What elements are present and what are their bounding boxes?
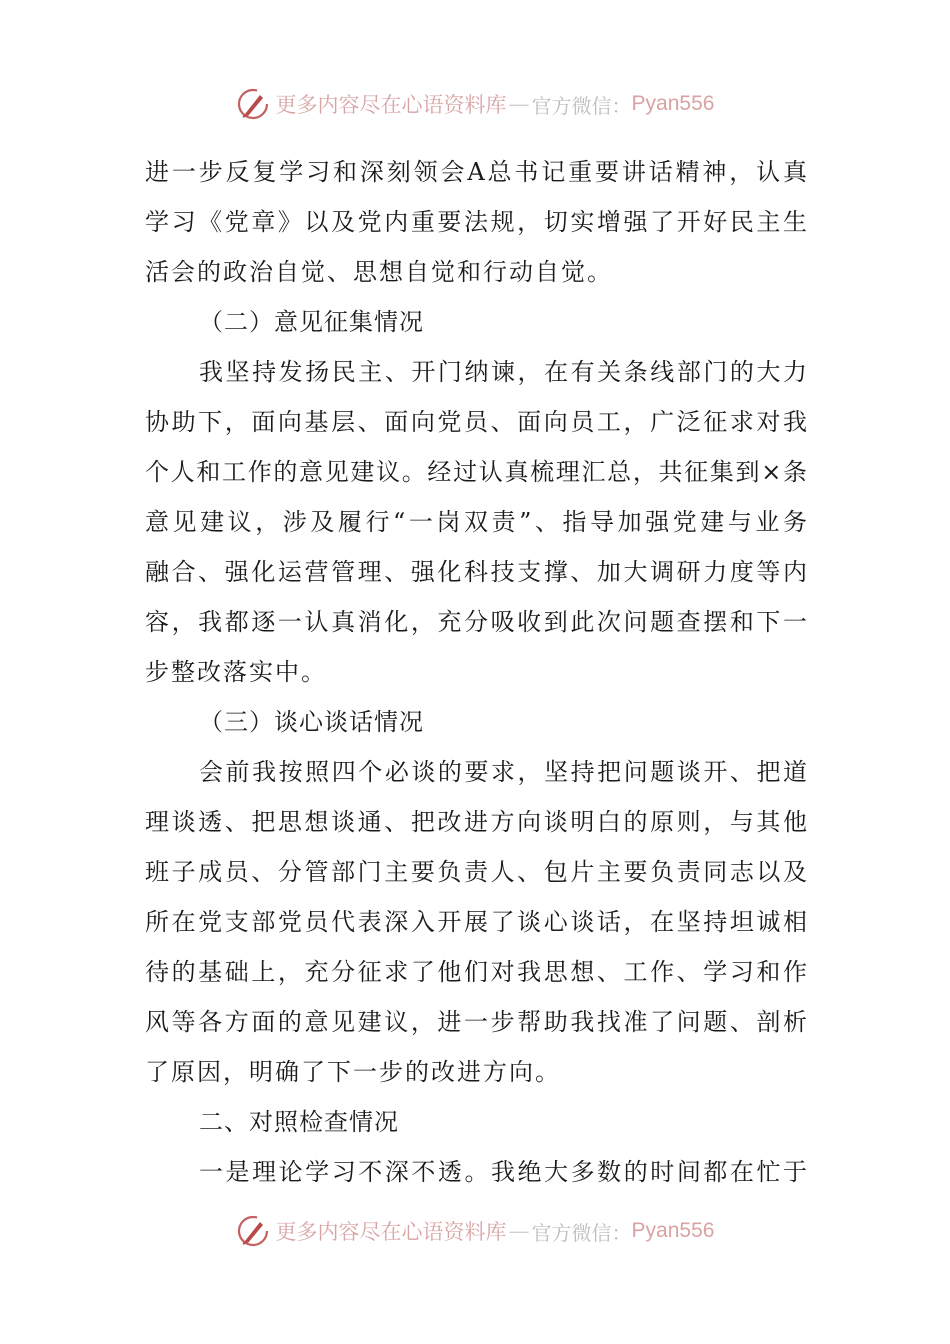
watermark-account-id: Pyan556 <box>631 92 715 115</box>
body-line: 意见建议，涉及履行“一岗双责”、指导加强党建与业务 <box>145 508 807 536</box>
body-line: 所在党支部党员代表深入开展了谈心谈话，在坚持坦诚相 <box>145 908 807 936</box>
body-line: 理谈透、把思想谈通、把改进方向谈明白的原则，与其他 <box>145 808 807 836</box>
body-line: 待的基础上，充分征求了他们对我思想、工作、学习和作 <box>145 958 807 986</box>
body-line: 活会的政治自觉、思想自觉和行动自觉。 <box>145 258 613 286</box>
watermark-separator: — <box>508 1219 530 1243</box>
body-line: 容，我都逐一认真消化，充分吸收到此次问题查摆和下一 <box>145 608 807 636</box>
watermark-official-label: 官方微信： <box>531 1220 632 1245</box>
watermark-account-id: Pyan556 <box>631 1219 715 1242</box>
watermark-official-label: 官方微信： <box>531 93 632 118</box>
body-line: 个人和工作的意见建议。经过认真梳理汇总，共征集到×条 <box>145 458 807 486</box>
section-heading-heart-to-heart: （三）谈心谈话情况 <box>199 708 424 736</box>
footer-watermark <box>0 1211 950 1251</box>
body-line: 一是理论学习不深不透。我绝大多数的时间都在忙于 <box>199 1158 807 1186</box>
body-line: 风等各方面的意见建议，进一步帮助我找准了问题、剖析 <box>145 1008 807 1036</box>
body-line: 我坚持发扬民主、开门纳谏，在有关条线部门的大力 <box>199 358 807 386</box>
body-line: 会前我按照四个必谈的要求，坚持把问题谈开、把道 <box>199 758 807 786</box>
body-line: 进一步反复学习和深刻领会A总书记重要讲话精神，认真 <box>145 158 807 186</box>
header-watermark <box>0 84 950 124</box>
section-heading-opinion-collection: （二）意见征集情况 <box>199 308 424 336</box>
body-line: 融合、强化运营管理、强化科技支撑、加大调研力度等内 <box>145 558 807 586</box>
watermark-brand: 更多内容尽在心语资料库 <box>275 93 507 117</box>
watermark-brand: 更多内容尽在心语资料库 <box>275 1220 507 1244</box>
quill-logo-icon <box>236 87 270 121</box>
body-line: 了原因，明确了下一步的改进方向。 <box>145 1058 561 1086</box>
document-body <box>145 147 807 1197</box>
body-line: 协助下，面向基层、面向党员、面向员工，广泛征求对我 <box>145 408 807 436</box>
section-heading-self-examination: 二、对照检查情况 <box>199 1108 399 1136</box>
body-line: 班子成员、分管部门主要负责人、包片主要负责同志以及 <box>145 858 807 886</box>
quill-logo-icon <box>236 1214 270 1248</box>
watermark-separator: — <box>508 92 530 116</box>
body-line: 学习《党章》以及党内重要法规，切实增强了开好民主生 <box>145 208 807 236</box>
body-line: 步整改落实中。 <box>145 658 327 686</box>
